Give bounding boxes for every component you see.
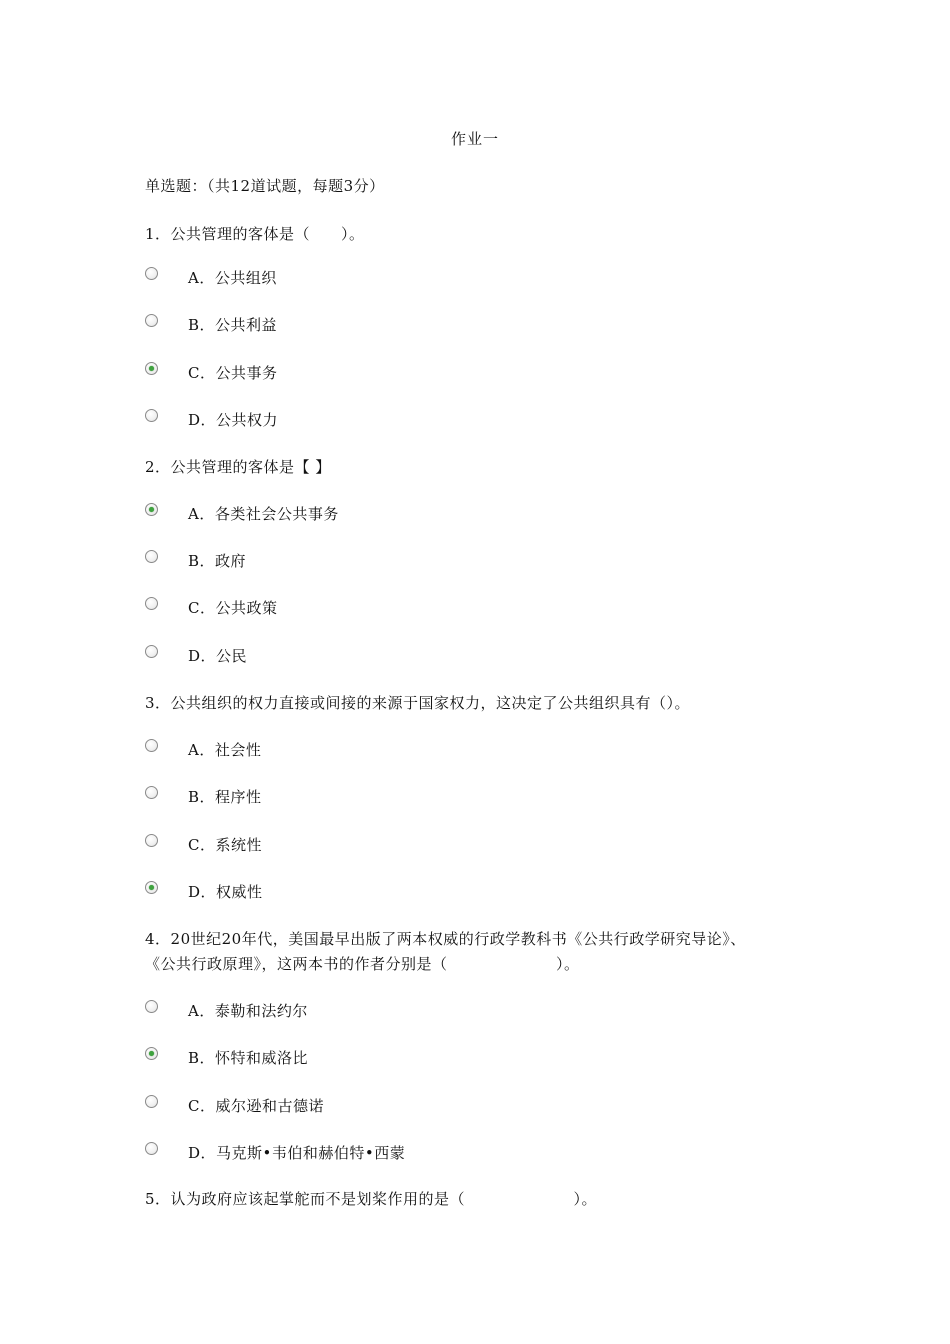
option-label: A．泰勒和法约尔	[188, 1002, 308, 1020]
radio-button[interactable]	[145, 1000, 158, 1013]
radio-button[interactable]	[145, 1047, 158, 1060]
option-label: B．怀特和威洛比	[188, 1049, 309, 1067]
radio-button[interactable]	[145, 550, 158, 563]
radio-button[interactable]	[145, 1142, 158, 1155]
radio-button[interactable]	[145, 362, 158, 375]
question-2-text: 2．公共管理的客体是【 】	[145, 458, 331, 476]
option-label: C．公共政策	[188, 599, 278, 617]
radio-button[interactable]	[145, 409, 158, 422]
option-label: C．公共事务	[188, 364, 278, 382]
option-label: D．公民	[188, 647, 248, 665]
option-label: C．系统性	[188, 836, 262, 854]
radio-button[interactable]	[145, 267, 158, 280]
radio-button[interactable]	[145, 786, 158, 799]
option-label: D．公共权力	[188, 411, 279, 429]
option-label: B．程序性	[188, 788, 262, 806]
option-label: A．公共组织	[188, 269, 277, 287]
option-label: D．权威性	[188, 883, 263, 901]
radio-button[interactable]	[145, 503, 158, 516]
option-label: C．威尔逊和古德诺	[188, 1097, 324, 1115]
option-label: A．社会性	[188, 741, 262, 759]
radio-button[interactable]	[145, 881, 158, 894]
section-header: 单选题：（共12道试题，每题3分）	[145, 177, 385, 195]
radio-button[interactable]	[145, 597, 158, 610]
question-4-text-line2: 《公共行政原理》，这两本书的作者分别是（ ）。	[145, 955, 580, 973]
option-label: D．马克斯•韦伯和赫伯特•西蒙	[188, 1144, 406, 1162]
page-title: 作业一	[450, 130, 499, 148]
option-label: B．公共利益	[188, 316, 278, 334]
question-5-text: 5．认为政府应该起掌舵而不是划桨作用的是（ ）。	[145, 1190, 598, 1208]
radio-button[interactable]	[145, 1095, 158, 1108]
option-label: A．各类社会公共事务	[188, 505, 339, 523]
question-1-text: 1．公共管理的客体是（ ）。	[145, 225, 365, 243]
radio-button[interactable]	[145, 645, 158, 658]
radio-button[interactable]	[145, 834, 158, 847]
radio-button[interactable]	[145, 739, 158, 752]
question-3-text: 3．公共组织的权力直接或间接的来源于国家权力，这决定了公共组织具有（）。	[145, 694, 691, 712]
question-4-text-line1: 4．20世纪20年代，美国最早出版了两本权威的行政学教科书《公共行政学研究导论》、	[145, 930, 746, 948]
radio-button[interactable]	[145, 314, 158, 327]
option-label: B．政府	[188, 552, 247, 570]
